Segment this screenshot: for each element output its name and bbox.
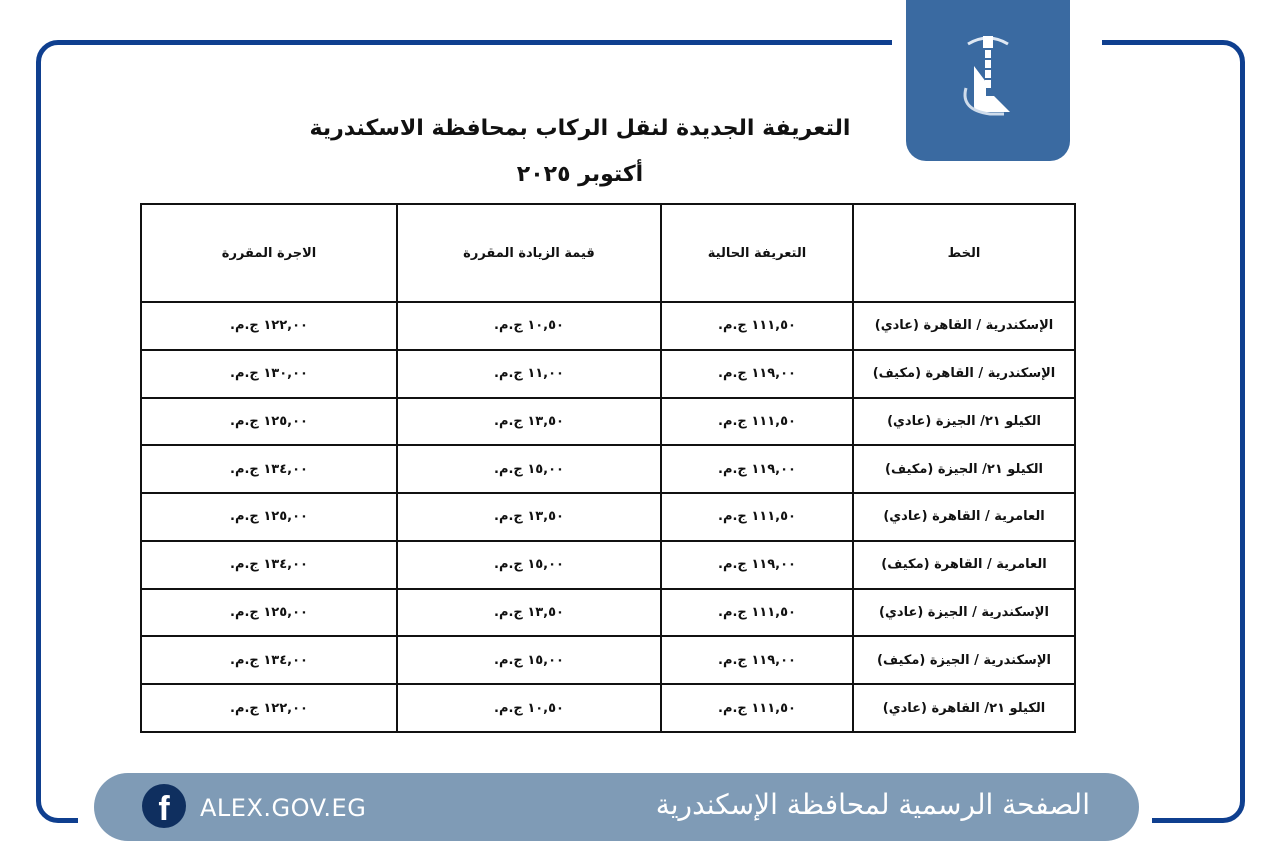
increase-cell: ١٣,٥٠ ج.م. — [397, 398, 661, 446]
official-page-name: الصفحة الرسمية لمحافظة الإسكندرية — [655, 788, 1090, 821]
table-row — [141, 350, 1075, 398]
table-row — [141, 302, 1075, 350]
lighthouse-logo-icon — [950, 22, 1026, 118]
new-fare-cell: ١٣٤,٠٠ ج.م. — [141, 445, 397, 493]
site-url-link[interactable]: ALEX.GOV.EG — [200, 794, 367, 822]
new-fare-cell: ١٢٥,٠٠ ج.م. — [141, 589, 397, 637]
increase-cell: ١٣,٥٠ ج.م. — [397, 493, 661, 541]
current-fare-cell: ١١١,٥٠ ج.م. — [661, 493, 853, 541]
current-fare-cell: ١١١,٥٠ ج.م. — [661, 684, 853, 732]
increase-cell: ١١,٠٠ ج.م. — [397, 350, 661, 398]
new-fare-cell: ١٢٥,٠٠ ج.م. — [141, 398, 397, 446]
increase-cell: ١٥,٠٠ ج.م. — [397, 445, 661, 493]
new-fare-cell: ١٢٢,٠٠ ج.م. — [141, 684, 397, 732]
current-fare-cell: ١١٩,٠٠ ج.م. — [661, 350, 853, 398]
table-row — [141, 684, 1075, 732]
table-row — [141, 493, 1075, 541]
fare-table — [140, 203, 1076, 733]
current-fare-cell: ١١٩,٠٠ ج.م. — [661, 636, 853, 684]
current-fare-cell: ١١١,٥٠ ج.م. — [661, 589, 853, 637]
new-fare-cell: ١٢٥,٠٠ ج.م. — [141, 493, 397, 541]
new-fare-cell: ١٣٠,٠٠ ج.م. — [141, 350, 397, 398]
new-fare-cell: ١٢٢,٠٠ ج.م. — [141, 302, 397, 350]
new-fare-cell: ١٣٤,٠٠ ج.م. — [141, 541, 397, 589]
column-header: الخط — [853, 204, 1075, 302]
table-header-row — [141, 204, 1075, 302]
increase-cell: ١٣,٥٠ ج.م. — [397, 589, 661, 637]
new-fare-cell: ١٣٤,٠٠ ج.م. — [141, 636, 397, 684]
route-cell: الكيلو ٢١/ الجيزة (مكيف) — [853, 445, 1075, 493]
current-fare-cell: ١١٩,٠٠ ج.م. — [661, 541, 853, 589]
increase-cell: ١٥,٠٠ ج.م. — [397, 541, 661, 589]
column-header: الاجرة المقررة — [141, 204, 397, 302]
current-fare-cell: ١١١,٥٠ ج.م. — [661, 398, 853, 446]
increase-cell: ١٥,٠٠ ج.م. — [397, 636, 661, 684]
current-fare-cell: ١١١,٥٠ ج.م. — [661, 302, 853, 350]
table-row — [141, 398, 1075, 446]
table-row — [141, 445, 1075, 493]
current-fare-cell: ١١٩,٠٠ ج.م. — [661, 445, 853, 493]
route-cell: الإسكندرية / القاهرة (مكيف) — [853, 350, 1075, 398]
route-cell: الكيلو ٢١/ الجيزة (عادي) — [853, 398, 1075, 446]
increase-cell: ١٠,٥٠ ج.م. — [397, 684, 661, 732]
page-subtitle: أكتوبر ٢٠٢٥ — [516, 162, 644, 187]
table-row — [141, 589, 1075, 637]
route-cell: الإسكندرية / الجيزة (مكيف) — [853, 636, 1075, 684]
route-cell: الإسكندرية / القاهرة (عادي) — [853, 302, 1075, 350]
page-title: التعريفة الجديدة لنقل الركاب بمحافظة الاسكندرية — [309, 116, 851, 141]
route-cell: الإسكندرية / الجيزة (عادي) — [853, 589, 1075, 637]
route-cell: العامرية / القاهرة (مكيف) — [853, 541, 1075, 589]
table-row — [141, 541, 1075, 589]
increase-cell: ١٠,٥٠ ج.م. — [397, 302, 661, 350]
route-cell: العامرية / القاهرة (عادي) — [853, 493, 1075, 541]
column-header: قيمة الزيادة المقررة — [397, 204, 661, 302]
facebook-icon[interactable]: f — [142, 784, 186, 828]
route-cell: الكيلو ٢١/ القاهرة (عادي) — [853, 684, 1075, 732]
column-header: التعريفة الحالية — [661, 204, 853, 302]
table-row — [141, 636, 1075, 684]
